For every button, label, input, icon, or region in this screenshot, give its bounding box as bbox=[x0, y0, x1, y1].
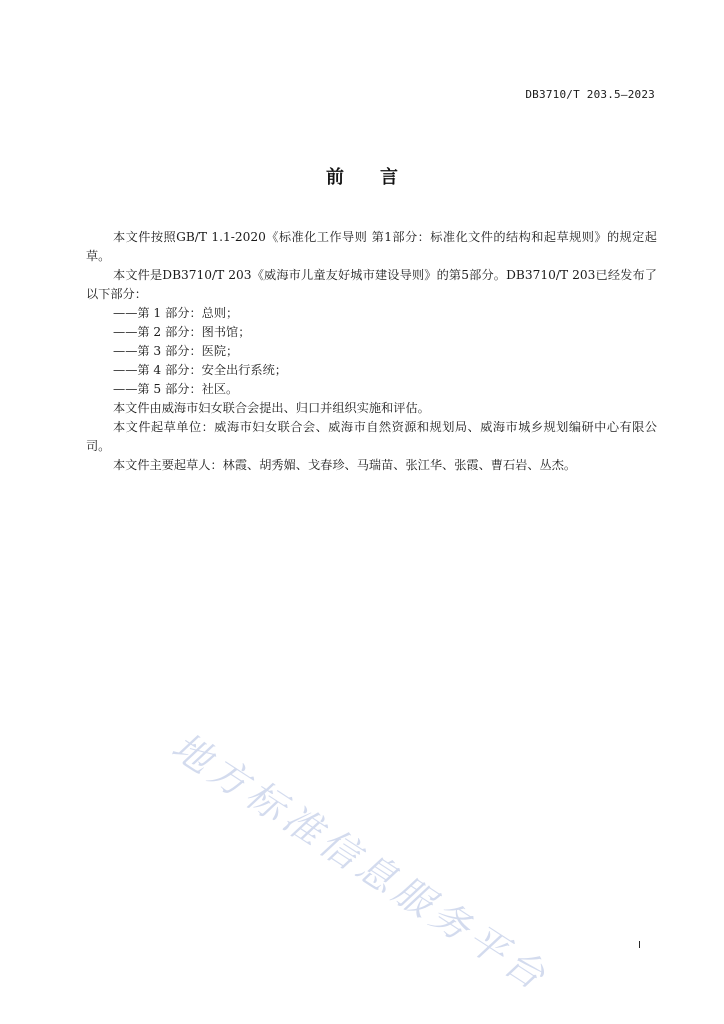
document-code: DB3710/T 203.5—2023 bbox=[525, 88, 655, 101]
part-item-5: ——第 5 部分：社区。 bbox=[113, 382, 239, 396]
proposer-paragraph: 本文件由威海市妇女联合会提出、归口并组织实施和评估。 bbox=[113, 401, 430, 415]
series-paragraph: 本文件是DB3710/T 203《威海市儿童友好城市建设导则》的第5部分。DB3710/T 203已经发布了以下部分： bbox=[86, 268, 657, 301]
part-item-3: ——第 3 部分：医院； bbox=[113, 344, 239, 358]
watermark: 地方标准信息服务平台 bbox=[164, 723, 558, 1001]
part-item-4: ——第 4 部分：安全出行系统； bbox=[113, 363, 287, 377]
foreword-body bbox=[86, 228, 657, 475]
part-item-2: ——第 2 部分：图书馆； bbox=[113, 325, 251, 339]
page-number: I bbox=[638, 940, 641, 951]
drafters-paragraph: 本文件主要起草人：林霞、胡秀媚、戈春珍、马瑞苗、张江华、张霞、曹石岩、丛杰。 bbox=[113, 458, 577, 472]
intro-paragraph: 本文件按照GB/T 1.1-2020《标准化工作导则 第1部分：标准化文件的结构和起草规则》的规定起草。 bbox=[86, 230, 657, 263]
drafting-units-paragraph: 本文件起草单位：威海市妇女联合会、威海市自然资源和规划局、威海市城乡规划编研中心有限公司。 bbox=[86, 420, 657, 453]
page-title: 前言 bbox=[326, 167, 434, 188]
part-item-1: ——第 1 部分：总则； bbox=[113, 306, 239, 320]
